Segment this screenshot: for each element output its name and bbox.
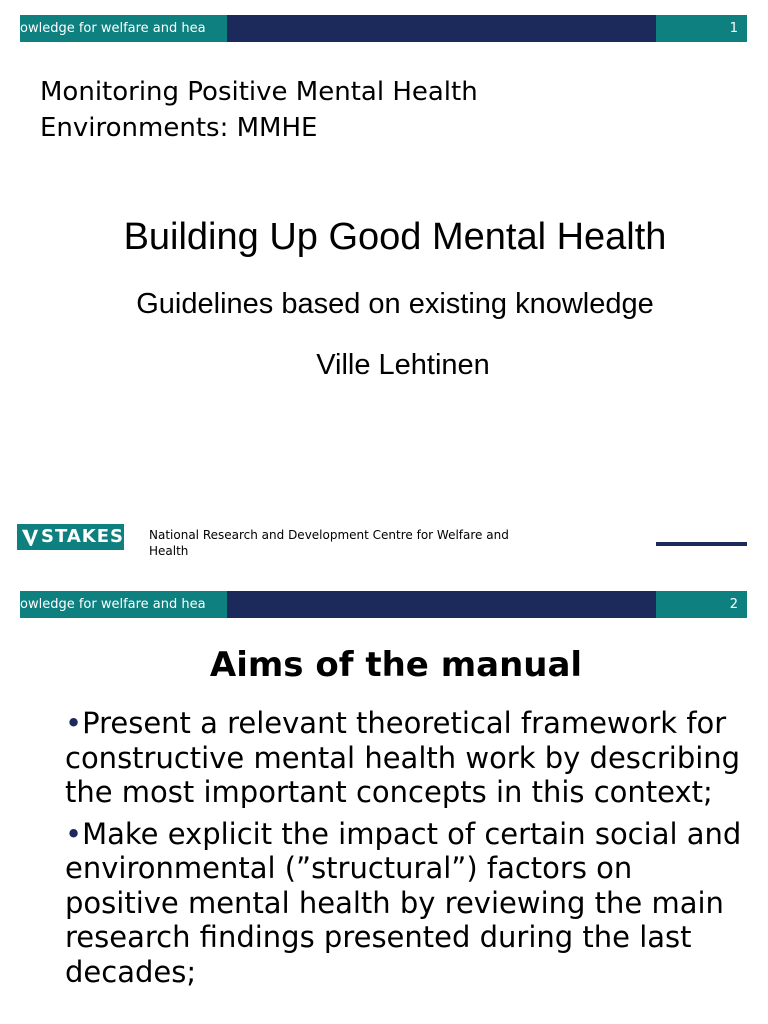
- heading-line-2: Environments: MMHE: [40, 113, 318, 143]
- logo-text: STAKES: [41, 526, 124, 547]
- footer-line-1: National Research and Development Centre for Welfare and: [149, 528, 509, 542]
- bullet-text: Make explicit the impact of certain social and environmental (”structural”) factors on positive mental health by reviewing the main research findings presented during the last decades;: [65, 816, 742, 989]
- slide-2: [0, 576, 768, 1024]
- slide-title: Building Up Good Mental Health: [123, 216, 667, 258]
- stakes-logo: [17, 524, 124, 550]
- header-band: [20, 591, 747, 618]
- footer-organization: [149, 527, 609, 559]
- footer-line-2: Health: [149, 544, 189, 558]
- heading-line-1: Monitoring Positive Mental Health: [40, 77, 478, 107]
- stakes-logo-icon: [21, 524, 39, 550]
- footer-rule: [656, 542, 747, 546]
- author-name: Ville Lehtinen: [316, 349, 490, 381]
- slide-subtitle: Guidelines based on existing knowledge: [136, 288, 654, 320]
- bullet-icon: •: [65, 706, 83, 740]
- header-band: [20, 15, 747, 42]
- bullet-icon: •: [65, 816, 83, 851]
- slide-heading: [40, 74, 720, 146]
- header-tagline: owledge for welfare and hea: [20, 591, 227, 618]
- page-number: 2: [656, 591, 747, 618]
- list-item: [65, 817, 755, 990]
- bullet-list: [65, 706, 755, 996]
- bullet-text: Present a relevant theoretical framework for constructive mental health work by describing the most important concepts in this context;: [65, 706, 741, 809]
- list-item: [65, 706, 755, 810]
- slide-title: Aims of the manual: [209, 645, 583, 685]
- header-tagline: owledge for welfare and hea: [20, 15, 227, 42]
- page-number: 1: [656, 15, 747, 42]
